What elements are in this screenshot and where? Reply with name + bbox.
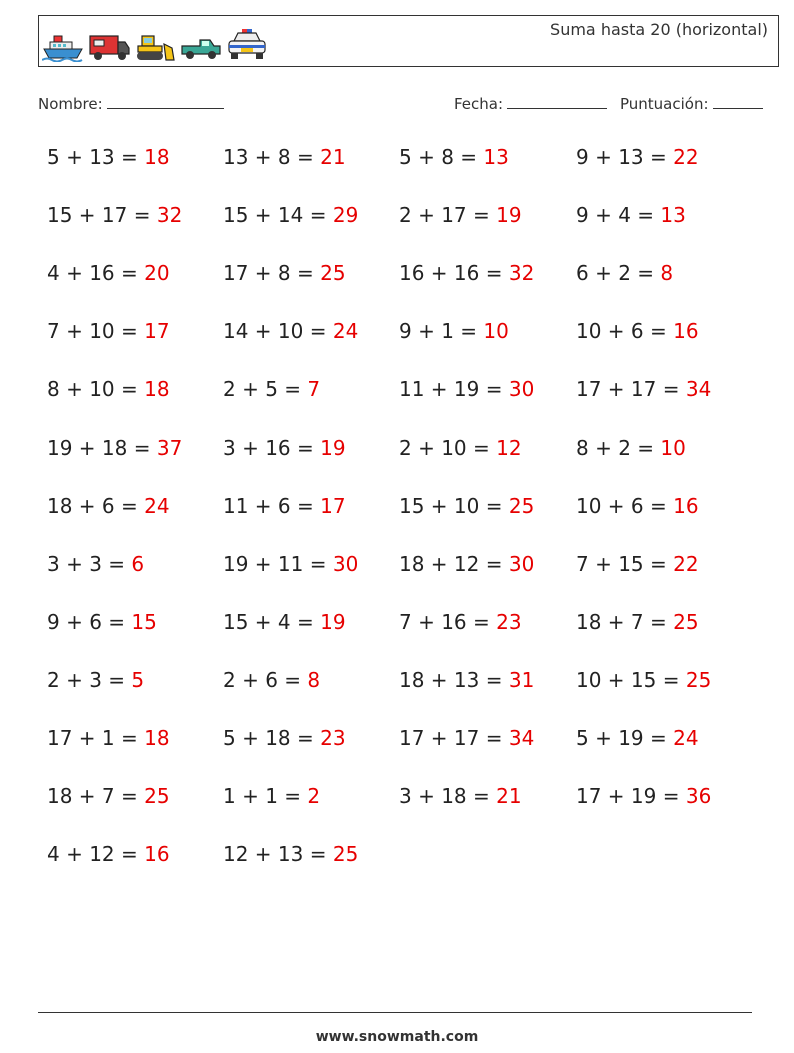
problem-answer: 32 bbox=[156, 203, 183, 228]
problem-question: 13 + 8 = bbox=[223, 145, 314, 169]
problem-question: 15 + 4 = bbox=[223, 609, 314, 634]
problem-question: 11 + 19 = bbox=[399, 377, 503, 402]
problem-answer: 2 bbox=[307, 784, 321, 809]
problem-item bbox=[399, 261, 534, 285]
problem-answer: 6 bbox=[131, 551, 145, 576]
problem-item bbox=[576, 668, 711, 692]
pickup-truck-icon bbox=[180, 32, 222, 62]
problem-answer: 29 bbox=[332, 203, 359, 228]
problem-answer: 24 bbox=[332, 319, 359, 344]
problem-answer: 8 bbox=[660, 261, 674, 286]
problem-answer: 13 bbox=[483, 145, 509, 169]
problem-item bbox=[399, 436, 522, 460]
problem-item bbox=[47, 261, 170, 285]
problem-question: 9 + 1 = bbox=[399, 319, 478, 344]
problem-question: 3 + 16 = bbox=[223, 435, 314, 460]
problem-question: 2 + 6 = bbox=[223, 667, 302, 692]
problem-item bbox=[576, 145, 699, 169]
problem-item bbox=[47, 319, 170, 343]
problem-item bbox=[223, 261, 346, 285]
problem-question: 4 + 12 = bbox=[47, 842, 138, 867]
problem-question: 4 + 16 = bbox=[47, 261, 138, 286]
problem-item bbox=[47, 726, 170, 750]
problem-item bbox=[47, 203, 182, 227]
problem-answer: 25 bbox=[508, 493, 535, 518]
date-blank bbox=[507, 94, 607, 109]
problem-item bbox=[399, 552, 534, 576]
problem-answer: 8 bbox=[307, 667, 321, 692]
problem-question: 15 + 14 = bbox=[223, 203, 327, 228]
problem-item bbox=[576, 436, 686, 460]
problem-item bbox=[399, 726, 534, 750]
problem-answer: 17 bbox=[320, 493, 346, 518]
problem-answer: 19 bbox=[496, 203, 522, 228]
problem-answer: 19 bbox=[320, 435, 346, 460]
worksheet-header bbox=[38, 15, 779, 67]
problem-question: 18 + 12 = bbox=[399, 551, 503, 576]
problem-item bbox=[223, 784, 320, 808]
problem-question: 17 + 17 = bbox=[576, 377, 680, 402]
problem-question: 15 + 17 = bbox=[47, 203, 151, 228]
score-label: Puntuación: bbox=[620, 95, 709, 113]
problem-question: 1 + 1 = bbox=[223, 784, 302, 809]
problem-item bbox=[576, 377, 711, 401]
problem-question: 3 + 3 = bbox=[47, 551, 126, 576]
problem-answer: 18 bbox=[144, 377, 170, 402]
problem-item bbox=[223, 203, 358, 227]
problem-item bbox=[223, 842, 358, 866]
problem-item bbox=[576, 494, 699, 518]
problem-question: 18 + 13 = bbox=[399, 667, 503, 692]
problem-item bbox=[223, 610, 346, 634]
problem-answer: 34 bbox=[508, 726, 535, 750]
problem-question: 17 + 8 = bbox=[223, 261, 314, 286]
problem-question: 16 + 16 = bbox=[399, 261, 503, 286]
ship-icon bbox=[42, 32, 84, 62]
problem-question: 12 + 13 = bbox=[223, 842, 327, 867]
problem-item bbox=[399, 145, 509, 169]
problem-item bbox=[223, 494, 346, 518]
problem-question: 18 + 7 = bbox=[576, 609, 667, 634]
problem-answer: 21 bbox=[320, 145, 346, 169]
problem-answer: 22 bbox=[673, 145, 699, 169]
problem-question: 18 + 7 = bbox=[47, 784, 138, 809]
problem-question: 7 + 16 = bbox=[399, 609, 490, 634]
problem-item bbox=[399, 668, 534, 692]
footer-divider bbox=[38, 1012, 752, 1013]
problem-answer: 25 bbox=[332, 842, 359, 867]
problem-item bbox=[47, 610, 157, 634]
problem-item bbox=[576, 726, 699, 750]
problem-answer: 10 bbox=[483, 319, 509, 344]
problem-answer: 24 bbox=[144, 493, 170, 518]
problem-item bbox=[223, 145, 346, 169]
problem-question: 7 + 15 = bbox=[576, 551, 667, 576]
problem-answer: 13 bbox=[660, 203, 686, 228]
problem-answer: 32 bbox=[508, 261, 535, 286]
problem-item bbox=[47, 784, 170, 808]
problem-item bbox=[47, 145, 170, 169]
bulldozer-icon bbox=[134, 32, 176, 62]
footer-url: www.snowmath.com bbox=[315, 1029, 479, 1045]
police-car-icon bbox=[226, 28, 268, 62]
problem-question: 15 + 10 = bbox=[399, 493, 503, 518]
problem-answer: 23 bbox=[496, 609, 522, 634]
problem-item bbox=[223, 377, 320, 401]
problem-answer: 25 bbox=[673, 609, 699, 634]
problem-item bbox=[399, 203, 522, 227]
problem-item bbox=[576, 610, 699, 634]
problem-item bbox=[47, 377, 170, 401]
problem-answer: 25 bbox=[685, 667, 712, 692]
problem-item bbox=[223, 668, 320, 692]
problem-item bbox=[399, 494, 534, 518]
problem-question: 14 + 10 = bbox=[223, 319, 327, 344]
problem-answer: 34 bbox=[685, 377, 712, 402]
problem-answer: 7 bbox=[307, 377, 321, 402]
problem-question: 18 + 6 = bbox=[47, 493, 138, 518]
vehicle-icons bbox=[42, 24, 268, 62]
problem-item bbox=[47, 668, 144, 692]
problem-question: 5 + 8 = bbox=[399, 145, 478, 169]
problem-question: 5 + 13 = bbox=[47, 145, 138, 169]
problem-question: 17 + 19 = bbox=[576, 784, 680, 809]
score-blank bbox=[713, 94, 763, 109]
problem-item bbox=[576, 261, 673, 285]
problem-item bbox=[576, 319, 699, 343]
problem-question: 17 + 1 = bbox=[47, 726, 138, 750]
problem-item bbox=[223, 552, 358, 576]
problem-answer: 5 bbox=[131, 667, 145, 692]
problem-answer: 15 bbox=[131, 609, 157, 634]
problem-answer: 25 bbox=[320, 261, 346, 286]
name-label: Nombre: bbox=[38, 95, 103, 113]
problem-answer: 23 bbox=[320, 726, 346, 750]
problem-item bbox=[47, 842, 170, 866]
problem-question: 2 + 5 = bbox=[223, 377, 302, 402]
problem-item bbox=[47, 494, 170, 518]
problem-question: 8 + 2 = bbox=[576, 435, 655, 460]
problem-question: 9 + 13 = bbox=[576, 145, 667, 169]
problem-answer: 20 bbox=[144, 261, 170, 286]
problem-answer: 10 bbox=[660, 435, 686, 460]
problem-answer: 18 bbox=[144, 726, 170, 750]
problem-question: 5 + 18 = bbox=[223, 726, 314, 750]
problem-item bbox=[399, 610, 522, 634]
problem-answer: 16 bbox=[673, 319, 699, 344]
name-field bbox=[38, 94, 224, 113]
date-label: Fecha: bbox=[454, 95, 504, 113]
problem-item bbox=[399, 377, 534, 401]
problem-answer: 30 bbox=[508, 551, 535, 576]
problem-question: 19 + 18 = bbox=[47, 435, 151, 460]
problem-answer: 19 bbox=[320, 609, 346, 634]
problem-question: 6 + 2 = bbox=[576, 261, 655, 286]
date-field bbox=[454, 94, 607, 113]
problem-question: 10 + 15 = bbox=[576, 667, 680, 692]
problem-answer: 25 bbox=[144, 784, 170, 809]
problem-question: 3 + 18 = bbox=[399, 784, 490, 809]
problem-question: 10 + 6 = bbox=[576, 493, 667, 518]
problem-answer: 30 bbox=[508, 377, 535, 402]
problem-question: 2 + 17 = bbox=[399, 203, 490, 228]
problem-answer: 24 bbox=[673, 726, 699, 750]
problem-question: 8 + 10 = bbox=[47, 377, 138, 402]
problem-answer: 30 bbox=[332, 551, 359, 576]
problem-question: 9 + 6 = bbox=[47, 609, 126, 634]
problem-answer: 36 bbox=[685, 784, 712, 809]
name-blank bbox=[107, 94, 224, 109]
problem-item bbox=[576, 203, 686, 227]
problem-answer: 16 bbox=[144, 842, 170, 867]
problem-item bbox=[399, 319, 509, 343]
problem-item bbox=[47, 552, 144, 576]
score-field bbox=[620, 94, 763, 113]
problem-answer: 21 bbox=[496, 784, 522, 809]
truck-icon bbox=[88, 32, 130, 62]
problem-item bbox=[223, 436, 346, 460]
problem-question: 5 + 19 = bbox=[576, 726, 667, 750]
problem-answer: 31 bbox=[508, 667, 535, 692]
problem-item bbox=[576, 784, 711, 808]
problem-item bbox=[399, 784, 522, 808]
problem-question: 11 + 6 = bbox=[223, 493, 314, 518]
problem-item bbox=[223, 319, 358, 343]
problem-answer: 22 bbox=[673, 551, 699, 576]
problem-answer: 17 bbox=[144, 319, 170, 344]
problem-question: 10 + 6 = bbox=[576, 319, 667, 344]
problem-answer: 37 bbox=[156, 435, 183, 460]
problem-question: 2 + 10 = bbox=[399, 435, 490, 460]
problem-question: 2 + 3 = bbox=[47, 667, 126, 692]
problem-answer: 16 bbox=[673, 493, 699, 518]
worksheet-title: Suma hasta 20 (horizontal) bbox=[550, 20, 768, 39]
problem-question: 17 + 17 = bbox=[399, 726, 503, 750]
problem-question: 7 + 10 = bbox=[47, 319, 138, 344]
problem-answer: 12 bbox=[496, 435, 522, 460]
problem-item bbox=[223, 726, 346, 750]
problem-item bbox=[47, 436, 182, 460]
problem-question: 9 + 4 = bbox=[576, 203, 655, 228]
problem-answer: 18 bbox=[144, 145, 170, 169]
problem-question: 19 + 11 = bbox=[223, 551, 327, 576]
problem-item bbox=[576, 552, 699, 576]
